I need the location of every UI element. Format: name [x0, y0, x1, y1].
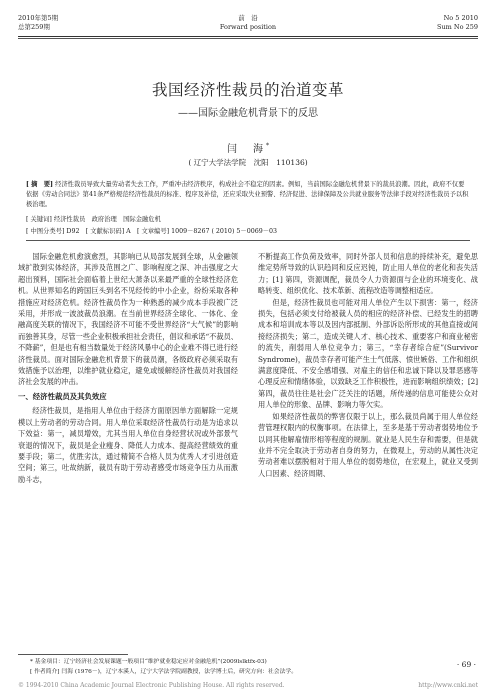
header-journal-cn: 前 沿: [238, 14, 258, 22]
footnote-rule: [18, 654, 128, 655]
classification-line: [ 中图分类号] D92 [ 文献标识码] A [ 文章编号] 1009－8267 ( 2010) 5－0069－03: [26, 228, 278, 235]
header-journal: [18, 14, 478, 32]
header-number: [437, 14, 478, 32]
header-number-line2: Sum No 259: [437, 23, 478, 31]
author-footnote-mark: *: [266, 142, 269, 150]
abstract-label: [ 摘 要]: [26, 181, 54, 188]
header-journal-en: Forward position: [219, 23, 277, 31]
header-rule: [18, 36, 478, 37]
body-column-left: [18, 251, 238, 485]
header-issue-line1: 2010年第5期: [18, 14, 59, 22]
abstract-rule: [26, 240, 470, 241]
page-number: · 69 ·: [456, 660, 476, 669]
body-paragraph: 不断提高工作负荷及效率，同时外部人员和信息的持续补充，避免思维定势所导致的认识趋同和反应迟钝，防止用人单位的老化和丧失活力；[1] 第四，资源调配，裁员令人力资源面与企业的环境变化、战略转变、组织优化、技术革新、流程改造等调整相适应。: [258, 252, 478, 296]
author-affiliation: ( 辽宁大学法学院 沈阳 110136): [188, 158, 308, 167]
author-name: 闫 海: [227, 144, 266, 155]
header-number-line1: No 5 2010: [443, 14, 478, 22]
article-subtitle: ——国际金融危机背景下的反思: [178, 108, 318, 119]
body-paragraph: 经济性裁员，是指用人单位由于经济方面原因单方面解除一定规模以上劳动者的劳动合同。用人单位采取经济性裁员行动是为追求以下效益：第一，减员增效，尤其当用人单位自身经营状况或外部景气衰退的情况下，裁员是企业瘦身、降低人力成本、提高经营绩效的重要手段；第二，优胜劣汰，通过精简不合格人员为优秀人才引进创造空间；第三，吐故纳新，裁员有助于劳动者感受市场竞争压力从而激励斗志，: [18, 406, 238, 484]
section-heading: 一、经济性裁员及其负效应: [18, 391, 107, 401]
body-paragraph: 但是，经济性裁员也可能对用人单位产生以下损害：第一，经济损失，包括必须支付给被裁人员的相应的经济补偿、已经发生的招聘成本和培训成本等以及因内部抵制、外部诉讼所形成的其他直接或间接经济损失；第二，造成关键人才、核心技术、重要客户和商业秘密的流失，削弱用人单位竞争力；第三，“幸存者综合症”(Survivor Syndrome)，裁员幸存者可能产生士气低落、愤世嫉俗、工作和组织满意度降低、不安全感增强、对雇主的信任和忠诚下降以及罪恶感等心理反应和情绪体验，以致缺乏工作积极性，进而影响组织绩效；[2] 第四，裁员往往是社会广泛关注的话题，所传递的信息可能使公众对用人单位的形象、品牌、影响力等欠实。: [258, 297, 478, 410]
keywords: [26, 215, 470, 225]
body-column-right: [258, 251, 478, 479]
abstract: [26, 180, 470, 210]
header-issue-line2: 总第259期: [18, 23, 50, 31]
copyright-footer: [18, 682, 478, 689]
keywords-text: 经济性裁员 政府治理 国际金融危机: [53, 216, 161, 223]
footnote-funding: * 基金项目：辽宁经济社会发展课题一般项目“维护就业稳定应对金融危机”(2009lslktfx-03): [30, 659, 267, 665]
keywords-label: [ 关键词]: [26, 216, 52, 223]
footnote-author-bio: [ 作者简介] 闫海 (1976－)，辽宁本溪人，辽宁大学法学院副教授，法学博士后，研究方向：社会法学。: [30, 669, 298, 675]
body-paragraph: 国际金融危机愈演愈烈，其影响已从局部发展到全球，从金融领域扩散到实体经济，其涉及范围之广、影响程度之深、冲击强度之大超出预料，国际社会面临着上世纪大萧条以来最严重的全球性经济危机。从世界知名的跨国巨头到名不见经传的中小企业，纷纷采取各种措施应对经济危机。经济性裁员作为一种熟悉的减少成本手段被广泛采用，并形成一波波裁员浪潮。在当前世界经济全球化、一体化、金融高度关联的情况下，我国经济不可能不受世界经济“大气候”的影响而独善其身，尽管一些企业积极承担社会责任，倡议和承诺“不裁员、不降薪”，但是也有相当数量处于经济风暴中心的企业难不得已进行经济性裁员。面对国际金融危机背景下的裁员潮，各级政府必须采取有效措施予以治理，以维护就业稳定，避免或缓解经济性裁员对我国经济社会发展的冲击。: [18, 252, 238, 387]
copyright-text: © 1994-2010 China Academic Journal Electronic Publishing House. All rights reserved.: [18, 682, 285, 689]
header-rule-thin: [18, 38, 478, 39]
article-title: 我国经济性裁员的治道变革: [151, 81, 344, 99]
body-paragraph: 如果经济性裁员的弊害仅限于以上，那么裁员尚属于用人单位经营管理权限内的权衡事项。在法律上，至多是基于劳动者弱势地位予以同其他解雇情形相等程度的规制。就业是人民生存和需要，但是就业并不完全取决于劳动者自身的努力，在微观上，劳动的从属性决定劳动者难以摆脱相对于用人单位的弱势地位，在宏观上，就业又受到人口因素、经济周期、: [258, 411, 478, 478]
abstract-text: 经济性裁员导致大量劳动者失去工作，严重冲击经济秩序，构成社会不稳定的因素。例如，当前国际金融危机背景下的裁员浪潮。因此，政府不仅要依据《劳动合同法》第41条严格规范经济性裁员的标准、程序及补偿，还应采取失业预警、经济促进、法律保障及公共就业服务等法律手段对经济性裁员予以积极治理。: [26, 181, 469, 208]
article-author: [0, 140, 496, 155]
footer-url[interactable]: http://www.cnki.net: [418, 682, 478, 689]
